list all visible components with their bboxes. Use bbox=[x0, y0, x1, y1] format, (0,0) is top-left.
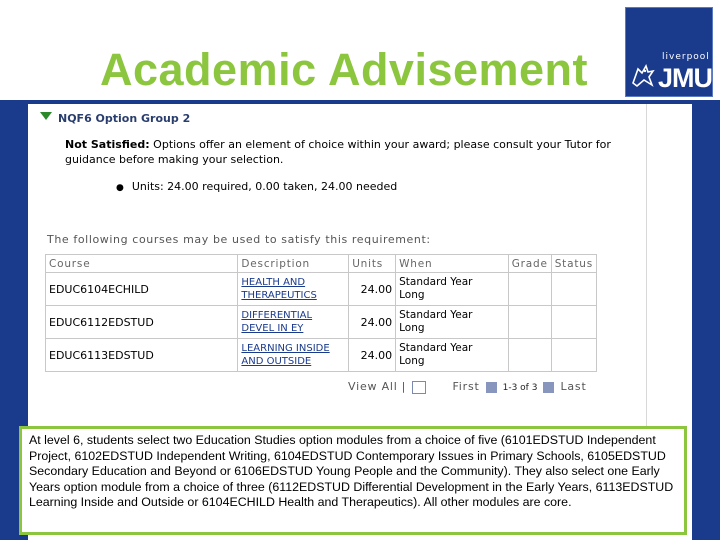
status-text: Options offer an element of choice within your award; please consult your Tutor for guidance before making your selection. bbox=[65, 138, 611, 166]
table-row bbox=[46, 273, 597, 306]
right-side-band bbox=[692, 104, 720, 540]
bullet-icon: ● bbox=[116, 183, 124, 193]
prev-arrow-icon[interactable] bbox=[486, 382, 497, 393]
desc-line1[interactable]: LEARNING INSIDE bbox=[241, 343, 330, 354]
course-when bbox=[396, 339, 509, 372]
course-units: 24.00 bbox=[349, 339, 396, 372]
course-grade bbox=[508, 339, 551, 372]
course-code: EDUC6112EDSTUD bbox=[46, 306, 238, 339]
course-status bbox=[551, 339, 596, 372]
view-all-link[interactable]: View All bbox=[348, 380, 398, 393]
desc-line1[interactable]: DIFFERENTIAL bbox=[241, 310, 313, 321]
page-range: 1-3 of 3 bbox=[502, 383, 538, 393]
expand-grid-icon[interactable] bbox=[412, 381, 426, 394]
ljmu-logo bbox=[625, 7, 713, 97]
desc-line2[interactable]: DEVEL IN EY bbox=[241, 323, 304, 334]
col-header-course[interactable]: Course bbox=[46, 255, 238, 273]
course-code: EDUC6104ECHILD bbox=[46, 273, 238, 306]
desc-line2[interactable]: AND OUTSIDE bbox=[241, 356, 312, 367]
first-link[interactable]: First bbox=[452, 380, 480, 393]
course-grade bbox=[508, 306, 551, 339]
units-summary bbox=[116, 180, 397, 193]
slide-title: Academic Advisement bbox=[100, 44, 589, 95]
note-text: At level 6, students select two Education Studies option modules from a choice of five (6101EDSTUD Independent Project, 6102EDSTUD Independent Writing, 6104EDSTUD Contemporary Issues in Primary Schools, 6105EDSTUD Secondary Education and Beyond or 6106EDSTUD Young People and the Community). They also select one Early Years option module from a choice of three (6112EDSTUD Differential Development in the Early Years, 6113EDSTUD Learning Inside and Outside or 6104ECHILD Health and Therapeutics). All other modules are core. bbox=[29, 433, 674, 509]
course-units: 24.00 bbox=[349, 273, 396, 306]
course-description-link[interactable] bbox=[238, 273, 349, 306]
when-line1: Standard Year bbox=[399, 309, 473, 321]
col-header-grade[interactable]: Grade bbox=[508, 255, 551, 273]
courses-table bbox=[45, 254, 597, 372]
note-box bbox=[19, 426, 687, 535]
last-link[interactable]: Last bbox=[560, 380, 587, 393]
panel-divider bbox=[646, 104, 647, 434]
course-status bbox=[551, 273, 596, 306]
desc-line2[interactable]: THERAPEUTICS bbox=[241, 290, 317, 301]
col-header-when[interactable]: When bbox=[396, 255, 509, 273]
course-description-link[interactable] bbox=[238, 339, 349, 372]
when-line1: Standard Year bbox=[399, 276, 473, 288]
table-row bbox=[46, 339, 597, 372]
group-title: NQF6 Option Group 2 bbox=[58, 112, 191, 125]
table-header-row bbox=[46, 255, 597, 273]
logo-big-text: JMU bbox=[658, 63, 713, 93]
when-line2: Long bbox=[399, 289, 425, 301]
collapse-triangle-icon[interactable] bbox=[40, 112, 52, 120]
next-arrow-icon[interactable] bbox=[543, 382, 554, 393]
status-label: Not Satisfied: bbox=[65, 138, 150, 151]
when-line2: Long bbox=[399, 322, 425, 334]
course-description-link[interactable] bbox=[238, 306, 349, 339]
col-header-units[interactable]: Units bbox=[349, 255, 396, 273]
course-status bbox=[551, 306, 596, 339]
units-text: Units: 24.00 required, 0.00 taken, 24.00 needed bbox=[131, 180, 398, 193]
pager-separator: | bbox=[401, 380, 407, 393]
course-when bbox=[396, 273, 509, 306]
when-line1: Standard Year bbox=[399, 342, 473, 354]
col-header-status[interactable]: Status bbox=[551, 255, 596, 273]
course-when bbox=[396, 306, 509, 339]
col-header-description[interactable]: Description bbox=[238, 255, 349, 273]
table-pager bbox=[348, 380, 587, 394]
course-units: 24.00 bbox=[349, 306, 396, 339]
when-line2: Long bbox=[399, 355, 425, 367]
liverbird-icon bbox=[630, 63, 656, 89]
course-grade bbox=[508, 273, 551, 306]
desc-line1[interactable]: HEALTH AND bbox=[241, 277, 306, 288]
slide-header bbox=[0, 0, 720, 100]
logo-small-text: liverpool bbox=[662, 52, 710, 62]
table-row bbox=[46, 306, 597, 339]
course-code: EDUC6113EDSTUD bbox=[46, 339, 238, 372]
following-courses-text: The following courses may be used to satisfy this requirement: bbox=[47, 233, 431, 246]
requirement-status bbox=[65, 137, 625, 167]
